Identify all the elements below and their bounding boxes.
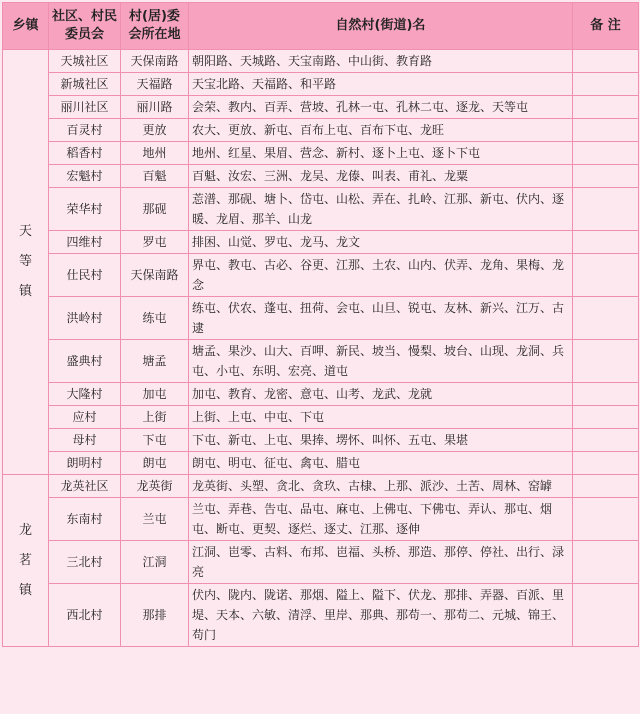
villages-cell: 界屯、教屯、古必、谷更、江那、土农、山内、伏弄、龙角、果梅、龙念 — [189, 254, 573, 297]
header-notes: 备 注 — [573, 3, 639, 50]
header-seat: 村(居)委会所在地 — [121, 3, 189, 50]
seat-cell: 丽川路 — [121, 96, 189, 119]
seat-cell: 江洞 — [121, 541, 189, 584]
town-name-char: 天 — [18, 224, 32, 239]
committee-cell: 新城社区 — [49, 73, 121, 96]
committee-cell: 西北村 — [49, 584, 121, 647]
notes-cell — [573, 297, 639, 340]
seat-cell: 那砚 — [121, 188, 189, 231]
seat-cell: 塘孟 — [121, 340, 189, 383]
committee-cell: 荣华村 — [49, 188, 121, 231]
town-name-char: 等 — [18, 254, 32, 269]
notes-cell — [573, 498, 639, 541]
table-body — [3, 50, 639, 647]
notes-cell — [573, 188, 639, 231]
notes-cell — [573, 142, 639, 165]
table-row — [3, 498, 639, 541]
header-committee: 社区、村民委员会 — [49, 3, 121, 50]
town-name-cell — [3, 475, 49, 647]
committee-cell: 洪岭村 — [49, 297, 121, 340]
table-row — [3, 96, 639, 119]
villages-cell: 农大、更放、新屯、百布上屯、百布下屯、龙旺 — [189, 119, 573, 142]
seat-cell: 天保南路 — [121, 50, 189, 73]
seat-cell: 练屯 — [121, 297, 189, 340]
villages-cell: 百魁、汝宏、三洲、龙吴、龙傣、叫表、甫礼、龙粟 — [189, 165, 573, 188]
committee-cell: 宏魁村 — [49, 165, 121, 188]
header-town: 乡镇 — [3, 3, 49, 50]
table-row — [3, 541, 639, 584]
committee-cell: 东南村 — [49, 498, 121, 541]
header-villages: 自然村(街道)名 — [189, 3, 573, 50]
seat-cell: 下屯 — [121, 429, 189, 452]
table-row — [3, 406, 639, 429]
committee-cell: 母村 — [49, 429, 121, 452]
committee-cell: 天城社区 — [49, 50, 121, 73]
seat-cell: 天福路 — [121, 73, 189, 96]
table-row — [3, 73, 639, 96]
committee-cell: 朗明村 — [49, 452, 121, 475]
notes-cell — [573, 96, 639, 119]
table-row — [3, 142, 639, 165]
villages-cell: 加屯、教育、龙密、意屯、山考、龙武、龙就 — [189, 383, 573, 406]
table-row — [3, 254, 639, 297]
villages-cell: 莣潽、那砚、塘卜、岱屯、山松、弄在、扎岭、江那、新屯、伏内、逐暖、龙眉、那羊、山龙 — [189, 188, 573, 231]
committee-cell: 百灵村 — [49, 119, 121, 142]
notes-cell — [573, 73, 639, 96]
seat-cell: 百魁 — [121, 165, 189, 188]
notes-cell — [573, 50, 639, 73]
table-row — [3, 297, 639, 340]
villages-cell: 排困、山觉、罗屯、龙马、龙文 — [189, 231, 573, 254]
committee-cell: 丽川社区 — [49, 96, 121, 119]
notes-cell — [573, 383, 639, 406]
table-row — [3, 231, 639, 254]
committee-cell: 仕民村 — [49, 254, 121, 297]
town-name-char: 茗 — [18, 552, 32, 568]
table-row — [3, 50, 639, 73]
villages-cell: 塘孟、果沙、山大、百呷、新民、坡当、慢梨、坡台、山现、龙洞、兵屯、小屯、东明、宏亮、道屯 — [189, 340, 573, 383]
notes-cell — [573, 406, 639, 429]
committee-cell: 龙英社区 — [49, 475, 121, 498]
table-row — [3, 340, 639, 383]
villages-cell: 朗屯、明屯、征屯、禽屯、腊屯 — [189, 452, 573, 475]
seat-cell: 兰屯 — [121, 498, 189, 541]
table-row — [3, 165, 639, 188]
notes-cell — [573, 340, 639, 383]
seat-cell: 天保南路 — [121, 254, 189, 297]
villages-cell: 练屯、伏农、蓬屯、扭荷、会屯、山旦、锐屯、友林、新兴、江万、古逮 — [189, 297, 573, 340]
notes-cell — [573, 475, 639, 498]
notes-cell — [573, 429, 639, 452]
seat-cell: 那排 — [121, 584, 189, 647]
villages-cell: 天宝北路、天福路、和平路 — [189, 73, 573, 96]
villages-cell: 伏内、陇内、陇诺、那烟、隘上、隘下、伏龙、那排、弄器、百派、里堤、天本、六敏、清浮、里岸、那典、那苟一、那苟二、元城、锦王、苟门 — [189, 584, 573, 647]
villages-cell: 龙英街、头塑、贪北、贪玖、古棣、上那、派沙、土苦、周林、窑罅 — [189, 475, 573, 498]
table-row — [3, 584, 639, 647]
notes-cell — [573, 119, 639, 142]
seat-cell: 上街 — [121, 406, 189, 429]
villages-cell: 朝阳路、天城路、天宝南路、中山街、教育路 — [189, 50, 573, 73]
notes-cell — [573, 254, 639, 297]
villages-cell: 上街、上屯、中屯、下屯 — [189, 406, 573, 429]
notes-cell — [573, 584, 639, 647]
villages-cell: 兰屯、弄巷、告屯、品屯、麻屯、上佛屯、下佛屯、弄认、那屯、烟屯、断屯、更契、逐烂、逐丈、江那、逐伸 — [189, 498, 573, 541]
notes-cell — [573, 452, 639, 475]
committee-cell: 应村 — [49, 406, 121, 429]
notes-cell — [573, 541, 639, 584]
seat-cell: 更放 — [121, 119, 189, 142]
table-row — [3, 119, 639, 142]
committee-cell: 盛典村 — [49, 340, 121, 383]
seat-cell: 地州 — [121, 142, 189, 165]
committee-cell: 四维村 — [49, 231, 121, 254]
table-header-row — [3, 3, 639, 50]
notes-cell — [573, 165, 639, 188]
seat-cell: 龙英街 — [121, 475, 189, 498]
seat-cell: 朗屯 — [121, 452, 189, 475]
town-name-char: 镇 — [18, 582, 32, 598]
committee-cell: 大隆村 — [49, 383, 121, 406]
table-row — [3, 452, 639, 475]
seat-cell: 罗屯 — [121, 231, 189, 254]
committee-cell: 稻香村 — [49, 142, 121, 165]
table-row — [3, 429, 639, 452]
town-name-cell — [3, 50, 49, 475]
villages-cell: 下屯、新屯、上屯、果捧、塄怀、叫怀、五屯、果堪 — [189, 429, 573, 452]
village-table — [2, 2, 639, 647]
villages-cell: 地州、红星、果眉、营念、新村、逐卜上屯、逐卜下屯 — [189, 142, 573, 165]
villages-cell: 江洞、岜零、古料、布邦、岜福、头桥、那造、那停、停社、出行、渌亮 — [189, 541, 573, 584]
table-row — [3, 383, 639, 406]
town-name-char: 镇 — [18, 284, 32, 299]
table-row — [3, 475, 639, 498]
seat-cell: 加屯 — [121, 383, 189, 406]
notes-cell — [573, 231, 639, 254]
town-name-char: 龙 — [18, 522, 32, 538]
villages-cell: 会荣、教内、百弄、营坡、孔林一屯、孔林二屯、逐龙、天等屯 — [189, 96, 573, 119]
table-row — [3, 188, 639, 231]
committee-cell: 三北村 — [49, 541, 121, 584]
